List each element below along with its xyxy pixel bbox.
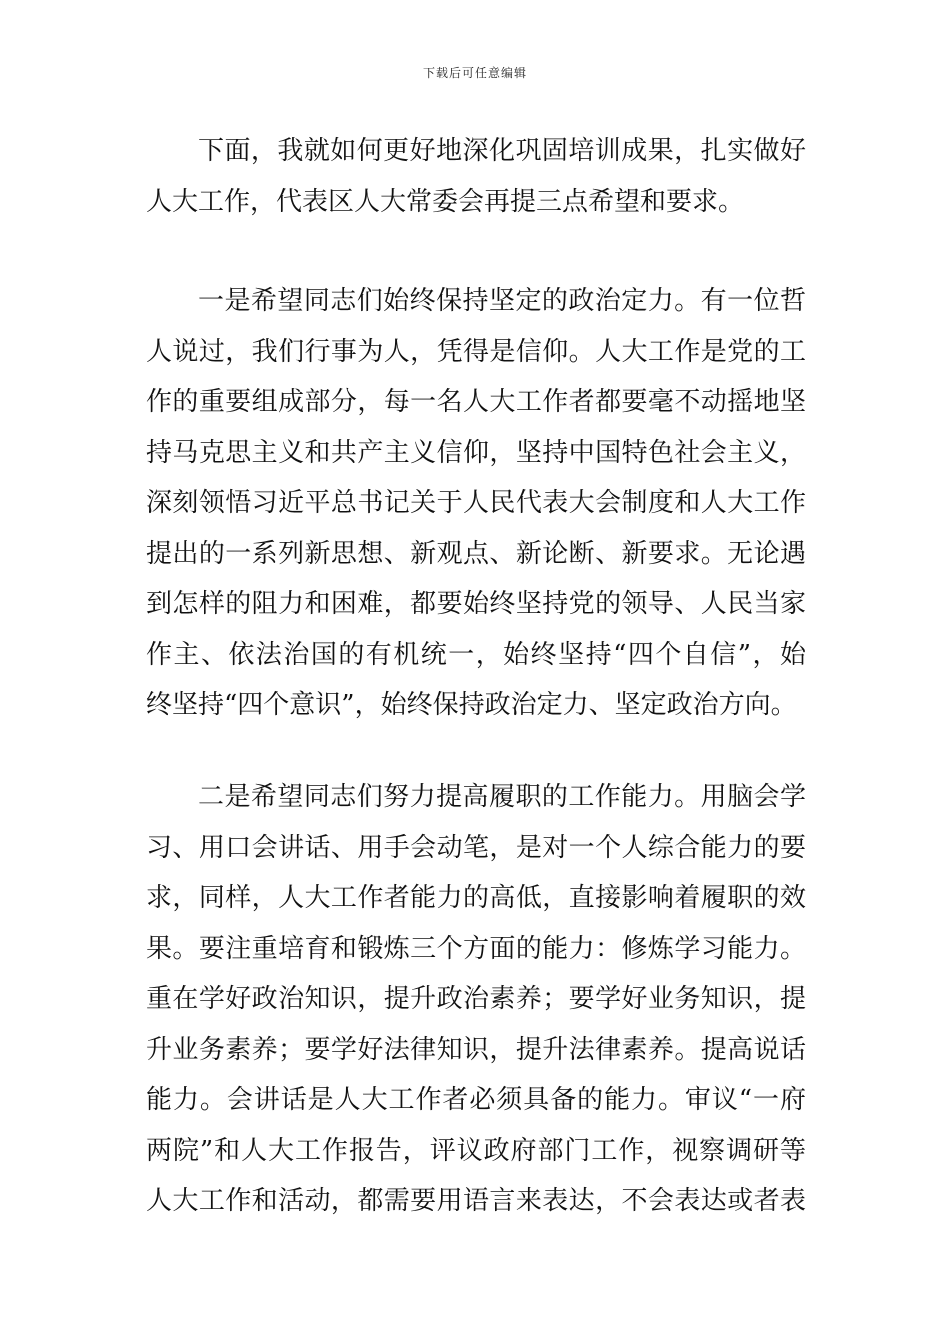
- text-line: 持马克思主义和共产主义信仰，坚持中国特色社会主义，: [146, 437, 806, 468]
- text-line: 终坚持“四个意识”，始终保持政治定力、坚定政治方向。: [146, 690, 797, 720]
- paragraph-work-ability: [146, 772, 806, 1227]
- text-line: 作主、依法治国的有机统一，始终坚持“四个自信”，始: [146, 639, 806, 670]
- text-line: 下面，我就如何更好地深化巩固培训成果，扎实做好: [198, 136, 806, 166]
- text-line: 深刻领悟习近平总书记关于人民代表大会制度和人大工作: [146, 488, 806, 518]
- text-line: 人大工作，代表区人大常委会再提三点希望和要求。: [146, 186, 745, 217]
- text-line: 习、用口会讲话、用手会动笔，是对一个人综合能力的要: [146, 832, 806, 863]
- text-line: 一是希望同志们始终保持坚定的政治定力。有一位哲: [198, 286, 806, 316]
- header-note: 下载后可任意编辑: [422, 66, 527, 80]
- text-line: 果。要注重培育和锻炼三个方面的能力：修炼学习能力。: [146, 933, 806, 964]
- paragraph-intro: [146, 126, 806, 227]
- text-line: 求，同样，人大工作者能力的高低，直接影响着履职的效: [146, 883, 806, 913]
- text-line: 提出的一系列新思想、新观点、新论断、新要求。无论遇: [146, 538, 806, 569]
- text-line: 作的重要组成部分，每一名人大工作者都要毫不动摇地坚: [146, 387, 806, 417]
- paragraph-political-resolve: [146, 276, 806, 731]
- text-line: 能力。会讲话是人大工作者必须具备的能力。审议“一府: [146, 1085, 806, 1115]
- text-line: 人大工作和活动，都需要用语言来表达，不会表达或者表: [146, 1186, 806, 1216]
- text-line: 升业务素养；要学好法律知识，提升法律素养。提高说话: [146, 1034, 806, 1065]
- text-line: 两院”和人大工作报告，评议政府部门工作，视察调研等: [146, 1135, 806, 1166]
- text-line: 二是希望同志们努力提高履职的工作能力。用脑会学: [198, 782, 806, 812]
- text-line: 重在学好政治知识，提升政治素养；要学好业务知识，提: [146, 984, 806, 1014]
- text-line: 到怎样的阻力和困难，都要始终坚持党的领导、人民当家: [146, 589, 806, 619]
- text-line: 人说过，我们行事为人，凭得是信仰。人大工作是党的工: [146, 336, 806, 367]
